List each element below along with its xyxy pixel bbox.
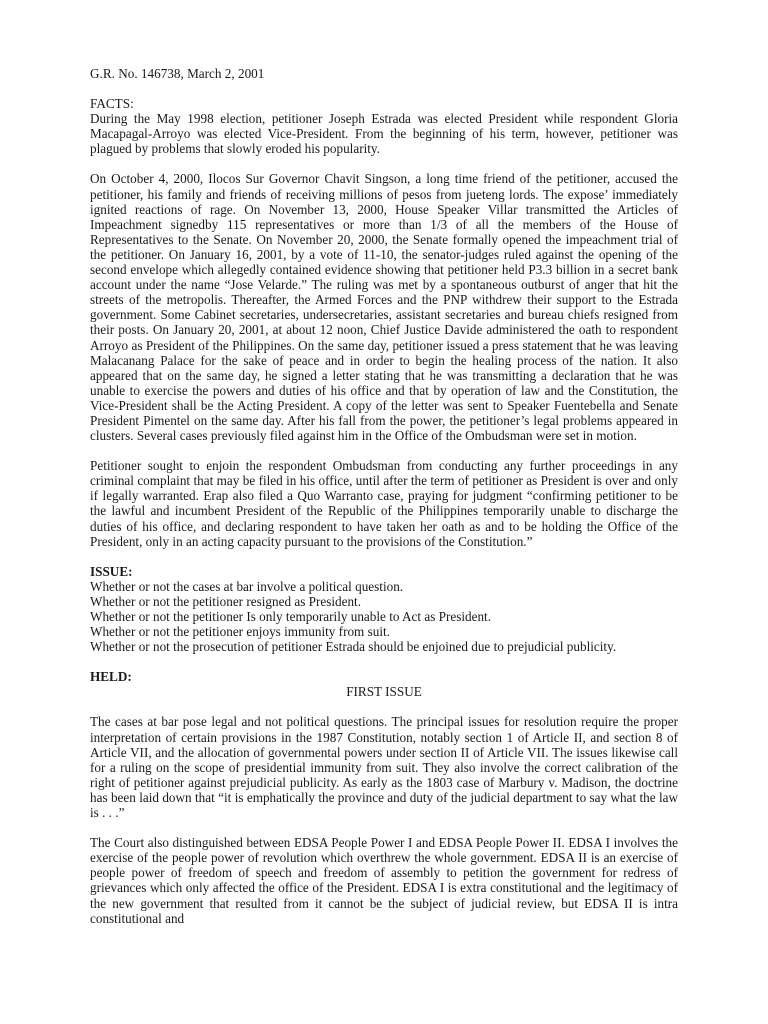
issue-item-1: Whether or not the cases at bar involve a political question. [90, 578, 404, 594]
facts-paragraph-2: On October 4, 2000, Ilocos Sur Governor Chavit Singson, a long time friend of the petitioner, accused the petitioner, his family and friends of receiving millions of pesos from jueteng lords. The expose’ immediately ignited reactions of rage. On November 13, 2000, House Speaker Villar transmitted the Articles of Impeachment signedby 115 representatives or more than 1/3 of all the members of the House of Representatives to the Senate. On November 20, 2000, the Senate formally opened the impeachment trial of the petitioner. On January 16, 2001, by a vote of 11-10, the senator-judges ruled against the opening of the second envelope which allegedly contained evidence showing that petitioner held P3.3 billion in a secret bank account under the name “Jose Velarde.” The ruling was met by a spontaneous outburst of anger that hit the streets of the metropolis. Thereafter, the Armed Forces and the PNP withdrew their support to the Estrada government. Some Cabinet secretaries, undersecretaries, assistant secretaries and bureau chiefs resigned from their posts. On January 20, 2001, at about 12 noon, Chief Justice Davide administered the oath to respondent Arroyo as President of the Philippines. On the same day, petitioner issued a press statement that he was leaving Malacanang Palace for the sake of peace and in order to begin the healing process of the nation. It also appeared that on the same day, he signed a letter stating that he was transmitting a declaration that he was unable to exercise the powers and duties of his office and that by operation of law and the Constitution, the Vice-President shall be the Acting President. A copy of the letter was sent to Speaker Fuentebella and Senate President Pimentel on the same day. After his fall from the power, the petitioner’s legal problems appeared in clusters. Several cases previously filed against him in the Office of the Ombudsman were set in motion. [90, 171, 678, 444]
issue-item-4: Whether or not the petitioner enjoys immunity from suit. [90, 624, 390, 640]
spacer [90, 443, 678, 458]
facts-heading: FACTS: [90, 96, 134, 112]
spacer [90, 156, 678, 171]
held-heading: HELD: [90, 669, 132, 685]
issue-item-2: Whether or not the petitioner resigned as President. [90, 593, 361, 609]
spacer [90, 81, 678, 96]
held-paragraph-2: The Court also distinguished between EDSA People Power I and EDSA People Power II. EDSA I involves the exercise of the people power of revolution which overthrew the whole government. EDSA II is an exercise of people power of freedom of speech and freedom of assembly to petition the government for redress of grievances which only affected the office of the President. EDSA I is extra constitutional and the legitimacy of the new government that resulted from it cannot be the subject of judicial review, but EDSA II is intra constitutional and [90, 835, 678, 926]
facts-paragraph-1: During the May 1998 election, petitioner Joseph Estrada was elected President while respondent Gloria Macapagal-Arroyo was elected Vice-President. From the beginning of his term, however, petitioner was plagued by problems that slowly eroded his popularity. [90, 111, 678, 157]
spacer [90, 699, 678, 714]
first-issue-subheading: FIRST ISSUE [346, 684, 422, 700]
document-page [90, 66, 678, 926]
spacer [90, 549, 678, 564]
facts-paragraph-3: Petitioner sought to enjoin the respondent Ombudsman from conducting any further proceedings in any criminal complaint that may be filed in his office, until after the term of petitioner as President is over and only if legally warranted. Erap also filed a Quo Warranto case, praying for judgment “confirming petitioner to be the lawful and incumbent President of the Republic of the Philippines temporarily unable to discharge the duties of his office, and declaring respondent to have taken her oath as and to be holding the Office of the President, only in an acting capacity pursuant to the provisions of the Constitution.” [90, 458, 678, 549]
case-reference: G.R. No. 146738, March 2, 2001 [90, 66, 265, 81]
spacer [90, 820, 678, 835]
issue-heading: ISSUE: [90, 563, 133, 579]
issue-item-5: Whether or not the prosecution of petitioner Estrada should be enjoined due to prejudicial publicity. [90, 639, 617, 655]
spacer [90, 654, 678, 669]
issue-item-3: Whether or not the petitioner Is only temporarily unable to Act as President. [90, 609, 492, 624]
held-paragraph-1: The cases at bar pose legal and not political questions. The principal issues for resolution require the proper interpretation of certain provisions in the 1987 Constitution, notably section 1 of Article II, and section 8 of Article VII, and the allocation of governmental powers under section II of Article VII. The issues likewise call for a ruling on the scope of presidential immunity from suit. They also involve the correct calibration of the right of petitioner against prejudicial publicity. As early as the 1803 case of Marbury v. Madison, the doctrine has been laid down that “it is emphatically the province and duty of the judicial department to say what the law is . . .” [90, 714, 678, 821]
